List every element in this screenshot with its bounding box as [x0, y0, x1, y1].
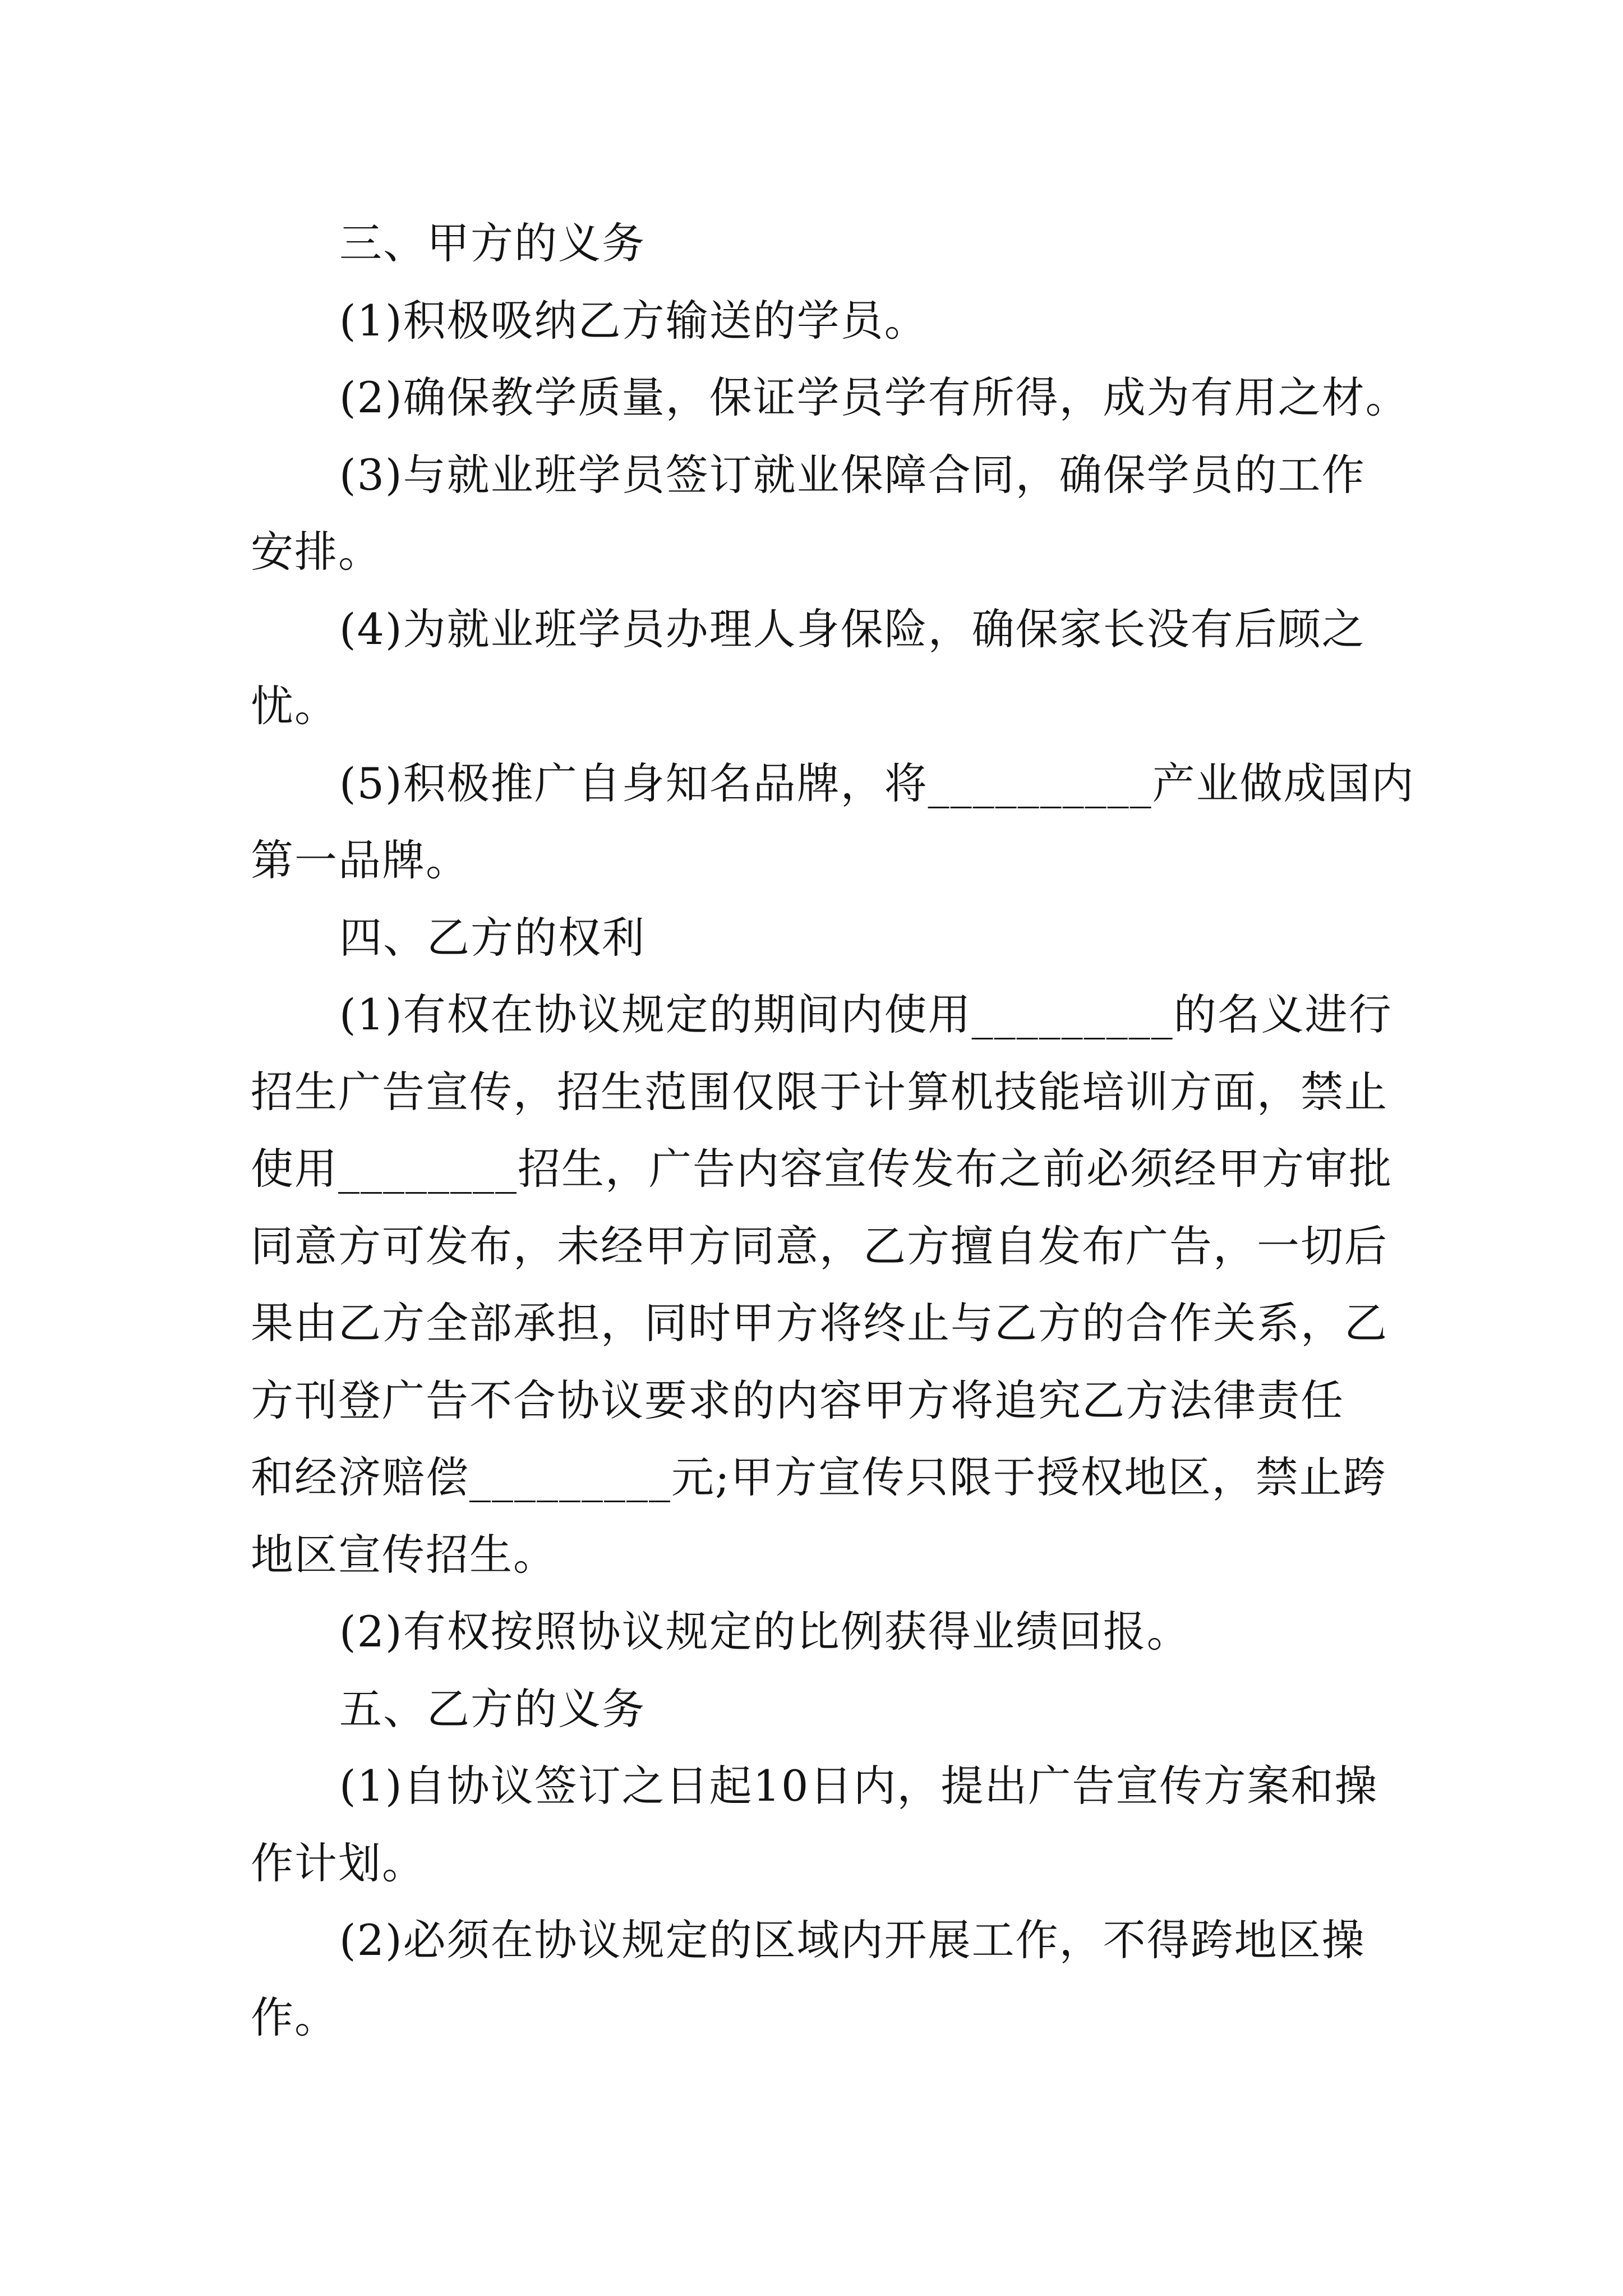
text-line: (1)自协议签订之日起10日内，提出广告宣传方案和操: [339, 1761, 1378, 1811]
text-line: 作。: [251, 1992, 338, 2042]
text-line: (2)确保教学质量，保证学员学有所得，成为有用之材。: [339, 372, 1409, 422]
section-heading-party-b-rights: [251, 899, 1428, 977]
list-item: [251, 359, 1428, 436]
text-line: (1)有权在协议规定的期间内使用_________的名义进行: [339, 990, 1393, 1039]
list-item: [251, 436, 1428, 591]
text-line: 安排。: [251, 527, 382, 577]
text-line: (4)为就业班学员办理人身保险，确保家长没有后顾之: [339, 604, 1366, 654]
text-line: 三、甲方的义务: [339, 218, 645, 268]
text-line: 地区宣传招生。: [251, 1529, 557, 1580]
text-line: (3)与就业班学员签订就业保障合同，确保学员的工作: [339, 449, 1366, 500]
text-line: (2)必须在协议规定的区域内开展工作，不得跨地区操: [339, 1915, 1366, 1965]
section-heading-party-b-obligations: [251, 1671, 1428, 1748]
text-line: 第一品牌。: [251, 835, 469, 885]
list-item: [251, 976, 1428, 1593]
text-line: 果由乙方全部承担，同时甲方将终止与乙方的合作关系，乙: [251, 1298, 1388, 1348]
text-line: (1)积极吸纳乙方输送的学员。: [339, 295, 928, 346]
list-item: [251, 1902, 1428, 2056]
section-heading-party-a-obligations: [251, 205, 1428, 282]
list-item: [251, 591, 1428, 745]
text-line: 四、乙方的权利: [339, 912, 645, 963]
list-item: [251, 745, 1428, 899]
text-line: 忧。: [251, 681, 338, 731]
list-item: [251, 282, 1428, 360]
text-line: (2)有权按照协议规定的比例获得业绩回报。: [339, 1607, 1191, 1657]
text-line: 使用________招生，广告内容宣传发布之前必须经甲方审批: [251, 1144, 1393, 1194]
document-body: [251, 205, 1428, 2056]
text-line: 招生广告宣传，招生范围仅限于计算机技能培训方面，禁止: [251, 1066, 1388, 1117]
list-item: [251, 1593, 1428, 1671]
text-line: 方刊登广告不合协议要求的内容甲方将追究乙方法律责任: [251, 1375, 1344, 1425]
text-line: 五、乙方的义务: [339, 1683, 645, 1734]
text-line: 和经济赔偿_________元;甲方宣传只限于授权地区，禁止跨: [251, 1452, 1387, 1502]
list-item: [251, 1747, 1428, 1902]
text-line: 同意方可发布，未经甲方同意，乙方擅自发布广告，一切后: [251, 1221, 1388, 1271]
text-line: (5)积极推广自身知名品牌，将__________产业做成国内: [339, 758, 1415, 808]
text-line: 作计划。: [251, 1838, 426, 1888]
